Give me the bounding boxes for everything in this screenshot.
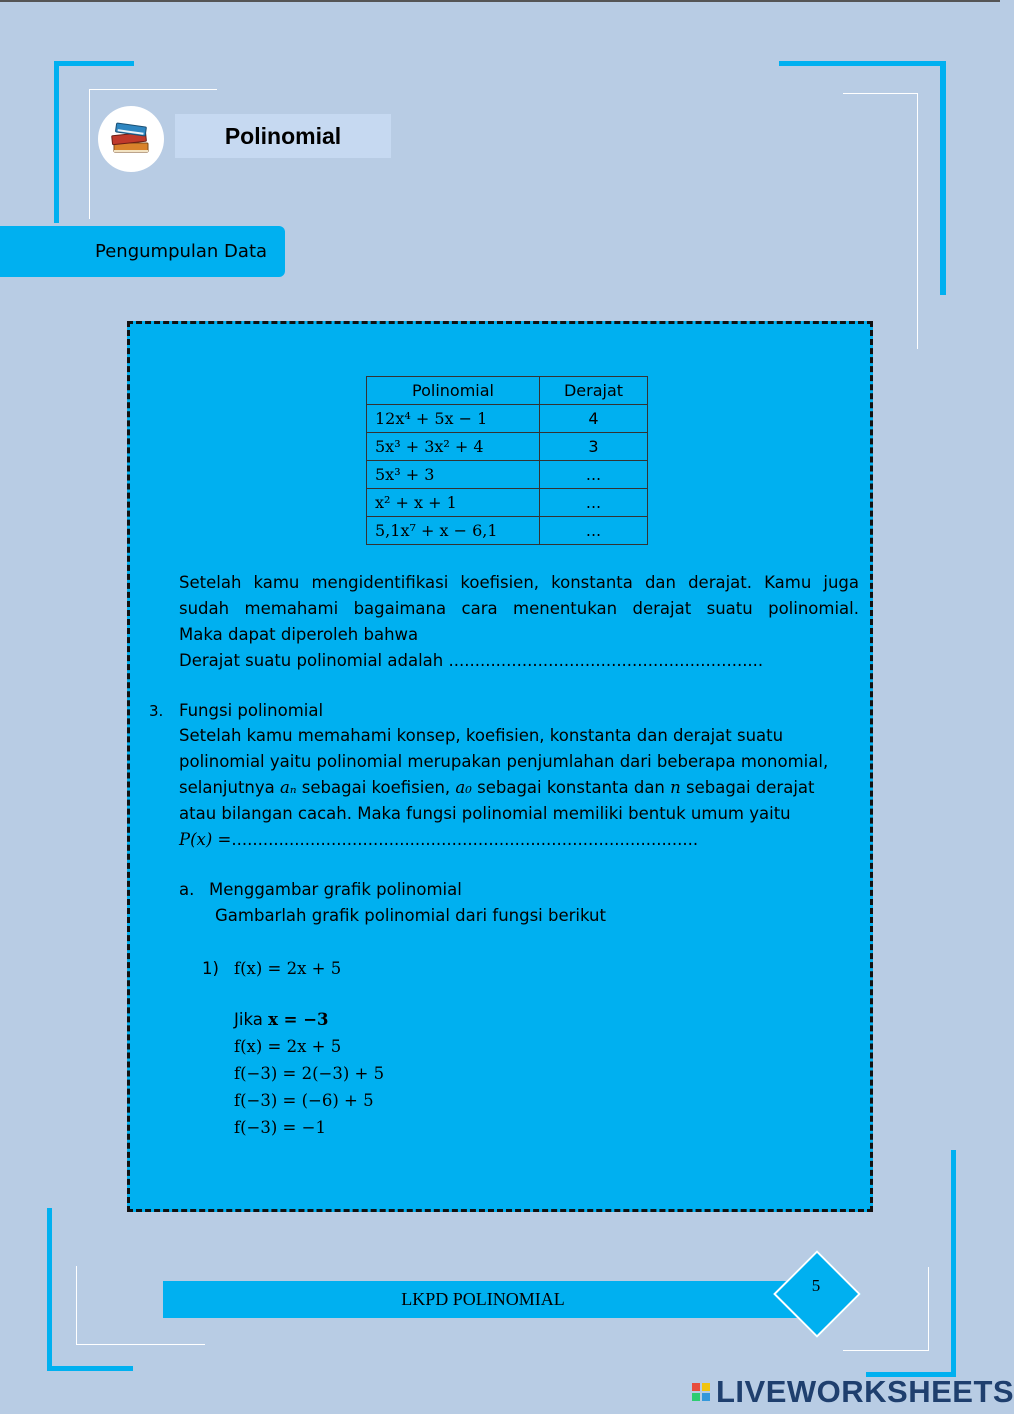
table-cell-degree-blank[interactable]: ... xyxy=(540,461,648,489)
books-icon xyxy=(108,117,154,161)
page-title: Polinomial xyxy=(175,114,391,158)
example1-function: f(x) = 2x + 5 xyxy=(234,959,342,978)
section-tab xyxy=(0,226,285,277)
content-box xyxy=(127,321,873,1212)
example1-step: f(−3) = 2(−3) + 5 xyxy=(234,1064,385,1083)
table-row xyxy=(367,489,648,517)
frame-bottom-left-horizontal xyxy=(47,1366,133,1371)
section3-line3-b: sebagai koefisien, xyxy=(301,778,451,797)
table-row xyxy=(367,405,648,433)
table-cell-degree-blank[interactable]: ... xyxy=(540,517,648,545)
section3-line3-d: sebagai derajat xyxy=(686,778,815,797)
frame-top-right-inner-horizontal xyxy=(843,93,918,94)
frame-bottom-left-vertical xyxy=(47,1208,52,1371)
subsection-a-label: a. xyxy=(179,880,195,899)
example1-step: f(−3) = −1 xyxy=(234,1118,326,1137)
table-header-row xyxy=(367,377,648,405)
paragraph1-line2: sudah memahami bagaimana cara menentukan derajat suatu polinomial. xyxy=(179,599,859,618)
section3-line1: Setelah kamu memahami konsep, koefisien, konstanta dan derajat suatu xyxy=(179,726,784,745)
section3-line3-c: sebagai konstanta dan xyxy=(477,778,665,797)
section3-line3-a: selanjutnya xyxy=(179,778,275,797)
table-header-derajat: Derajat xyxy=(540,377,648,405)
section-tab-label: Pengumpulan Data xyxy=(95,241,268,262)
table-cell-polynomial: 5x³ + 3 xyxy=(367,461,540,489)
symbol-a0: a₀ xyxy=(455,778,472,797)
section3-line4: atau bilangan cacah. Maka fungsi polinomial memiliki bentuk umum yaitu xyxy=(179,804,791,823)
table-cell-degree-blank[interactable]: ... xyxy=(540,489,648,517)
footer-label: LKPD POLINOMIAL xyxy=(401,1289,565,1309)
frame-top-left-inner-horizontal xyxy=(89,89,217,90)
frame-bottom-right-inner-horizontal xyxy=(843,1350,929,1351)
subsection-a-instruction: Gambarlah grafik polinomial dari fungsi berikut xyxy=(215,906,606,925)
subsection-a-title: Menggambar grafik polinomial xyxy=(209,880,462,899)
example1-step: f(−3) = (−6) + 5 xyxy=(234,1091,374,1110)
logo-badge xyxy=(98,106,164,172)
condition-math: x = −3 xyxy=(268,1010,329,1029)
example1-label: 1) xyxy=(202,959,219,978)
frame-top-left-inner-vertical xyxy=(89,89,90,219)
table-row xyxy=(367,433,648,461)
general-form-blank[interactable]: ......................................................................................... xyxy=(231,830,699,849)
degree-definition-blank[interactable]: Derajat suatu polinomial adalah ............................................................ xyxy=(179,651,764,670)
frame-bottom-right-vertical xyxy=(951,1150,956,1377)
page-number: 5 xyxy=(811,1276,821,1295)
general-form-label: P(x) = xyxy=(179,830,232,849)
top-border-line xyxy=(0,0,1000,2)
section3-number: 3. xyxy=(149,702,164,720)
table-cell-polynomial: 5x³ + 3x² + 4 xyxy=(367,433,540,461)
liveworksheets-logo-icon xyxy=(692,1383,710,1401)
paragraph1-line3: Maka dapat diperoleh bahwa xyxy=(179,625,419,644)
frame-top-left-horizontal xyxy=(54,61,134,66)
liveworksheets-watermark xyxy=(692,1374,1014,1410)
frame-bottom-right-inner-vertical xyxy=(928,1267,929,1350)
example1-condition xyxy=(234,1007,329,1033)
frame-top-right-horizontal xyxy=(779,61,946,66)
watermark-text: LIVEWORKSHEETS xyxy=(716,1374,1014,1409)
paragraph1-line1: Setelah kamu mengidentifikasi koefisien, konstanta dan derajat. Kamu juga xyxy=(179,573,859,592)
degree-table xyxy=(366,376,648,545)
frame-top-right-inner-vertical xyxy=(917,93,918,349)
footer-bar xyxy=(163,1281,803,1318)
table-row xyxy=(367,461,648,489)
frame-bottom-left-inner-vertical xyxy=(76,1266,77,1345)
example1-step: f(x) = 2x + 5 xyxy=(234,1037,342,1056)
table-cell-polynomial: 12x⁴ + 5x − 1 xyxy=(367,405,540,433)
frame-bottom-left-inner-horizontal xyxy=(76,1344,205,1345)
table-cell-polynomial: x² + x + 1 xyxy=(367,489,540,517)
symbol-an: aₙ xyxy=(280,778,297,797)
section3-title: Fungsi polinomial xyxy=(179,701,324,720)
symbol-n: n xyxy=(670,778,681,797)
table-row xyxy=(367,517,648,545)
frame-top-left-vertical xyxy=(54,61,59,223)
section3-line2: polinomial yaitu polinomial merupakan penjumlahan dari beberapa monomial, xyxy=(179,752,829,771)
table-cell-degree: 4 xyxy=(540,405,648,433)
condition-text: Jika xyxy=(234,1010,263,1029)
frame-top-right-vertical xyxy=(940,61,946,295)
table-header-polinomial: Polinomial xyxy=(367,377,540,405)
section3-line3 xyxy=(179,775,814,801)
table-cell-polynomial: 5,1x⁷ + x − 6,1 xyxy=(367,517,540,545)
table-cell-degree: 3 xyxy=(540,433,648,461)
general-form-line xyxy=(179,827,699,853)
